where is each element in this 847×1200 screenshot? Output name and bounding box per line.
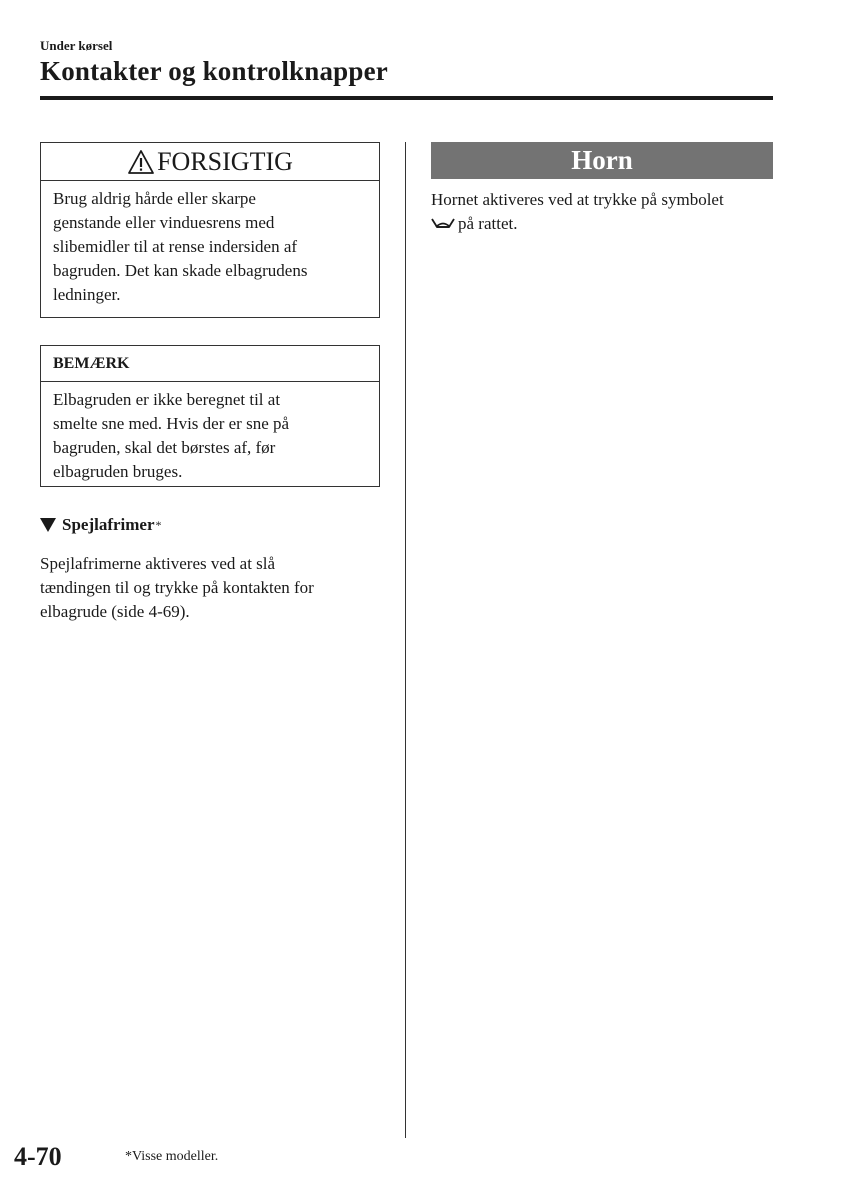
caution-box (40, 142, 380, 318)
down-triangle-icon (40, 518, 56, 532)
horn-line-suffix: på rattet. (458, 214, 518, 233)
note-title: BEMÆRK (41, 346, 379, 382)
mirror-defroster-text (40, 552, 380, 624)
body-line: Spejlafrimerne aktiveres ved at slå (40, 554, 276, 573)
horn-banner: Horn (431, 142, 773, 179)
horn-line: Hornet aktiveres ved at trykke på symbolet (431, 190, 724, 209)
note-line: Elbagruden er ikke beregnet til at (53, 390, 281, 409)
caution-header (41, 143, 379, 181)
caution-line: slibemidler til at rense indersiden af (53, 237, 298, 256)
page-number: 4-70 (14, 1142, 62, 1171)
horn-icon (431, 218, 455, 232)
title-rule (40, 96, 773, 100)
note-line: bagruden, skal det børstes af, før (53, 438, 276, 457)
caution-text (41, 181, 379, 307)
horn-text (431, 188, 776, 236)
footnote-marker: * (155, 517, 162, 532)
warning-triangle-icon (127, 149, 155, 175)
note-box (40, 345, 380, 487)
body-line: tændingen til og trykke på kontakten for (40, 578, 314, 597)
column-divider (405, 142, 406, 1138)
page-title: Kontakter og kontrolknapper (40, 56, 388, 86)
caution-line: Brug aldrig hårde eller skarpe (53, 189, 256, 208)
caution-line: ledninger. (53, 285, 121, 304)
mirror-defroster-heading (40, 515, 162, 535)
note-line: elbagruden bruges. (53, 462, 183, 481)
note-text (41, 382, 379, 484)
horn-line-2 (431, 212, 776, 236)
body-line: elbagrude (side 4-69). (40, 602, 190, 621)
section-label: Under kørsel (40, 38, 113, 53)
caution-line: bagruden. Det kan skade elbagrudens (53, 261, 308, 280)
caution-line: genstande eller vinduesrens med (53, 213, 275, 232)
footnote: *Visse modeller. (125, 1149, 219, 1164)
mirror-defroster-heading-text: Spejlafrimer (62, 515, 155, 534)
caution-title: FORSIGTIG (157, 146, 293, 176)
note-line: smelte sne med. Hvis der er sne på (53, 414, 290, 433)
